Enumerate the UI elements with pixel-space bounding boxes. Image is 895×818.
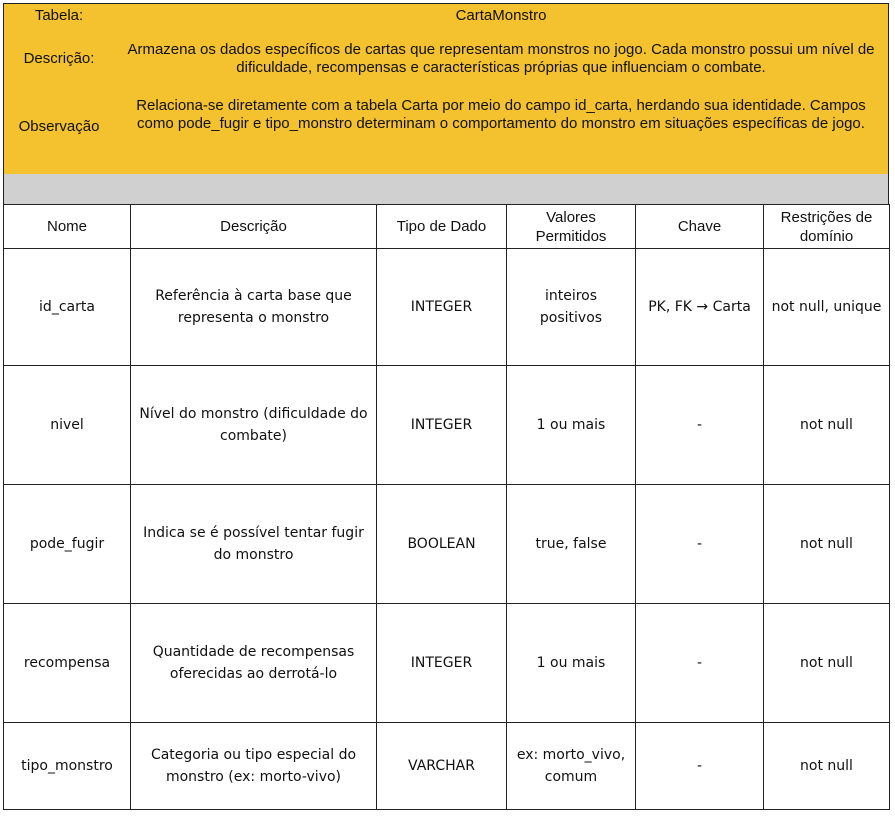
cell-nome: pode_fugir [4, 485, 131, 604]
cell-restricoes: not null [764, 604, 890, 723]
cell-valores-text: inteiros positivos [539, 288, 603, 326]
cell-nome: tipo_monstro [4, 723, 131, 810]
table-name: CartaMonstro [455, 7, 547, 24]
table-name-row [4, 4, 888, 28]
cell-descricao-text: Referência à carta base que representa o monstro [155, 288, 352, 326]
cell-valores: 1 ou mais [507, 604, 636, 723]
cell-descricao [131, 723, 377, 810]
table-header-block [3, 3, 889, 174]
cell-chave: - [636, 604, 764, 723]
column-header-tipo: Tipo de Dado [377, 205, 507, 249]
cell-chave: PK, FK → Carta [636, 249, 764, 366]
column-header-chave: Chave [636, 205, 764, 249]
cell-descricao-text: Quantidade de recompensas oferecidas ao derrotá-lo [152, 644, 355, 682]
cell-tipo: INTEGER [377, 366, 507, 485]
cell-tipo: INTEGER [377, 604, 507, 723]
fields-table [3, 204, 890, 810]
description-text: Armazena os dados específicos de cartas que representam monstros no jogo. Cada monstro possui um nível de dificuldade, recompensas e características próprias que influenciam o combate. [127, 41, 875, 76]
cell-tipo: VARCHAR [377, 723, 507, 810]
description-row [4, 28, 888, 90]
cell-tipo: INTEGER [377, 249, 507, 366]
table-row [4, 604, 890, 723]
cell-valores: true, false [507, 485, 636, 604]
table-row [4, 485, 890, 604]
column-header-valores-text: Valores Permitidos [535, 208, 607, 245]
observation-row [4, 90, 888, 174]
table-header-row [4, 205, 890, 249]
separator-band [3, 174, 889, 204]
cell-descricao-text: Categoria ou tipo especial do monstro (ex: morto-vivo) [150, 747, 357, 785]
cell-tipo: BOOLEAN [377, 485, 507, 604]
column-header-restricoes: Restrições de domínio [764, 205, 890, 249]
column-header-nome: Nome [4, 205, 131, 249]
cell-chave: - [636, 366, 764, 485]
cell-chave: - [636, 485, 764, 604]
column-header-valores [507, 205, 636, 249]
cell-nome: id_carta [4, 249, 131, 366]
description-label: Descrição: [23, 50, 95, 67]
observation-text: Relaciona-se diretamente com a tabela Carta por meio do campo id_carta, herdando sua identidade. Campos como pode_fugir e tipo_monstro determinam o comportamento do monstro em situações específicas de jogo. [136, 97, 866, 132]
observation-label: Observação [18, 118, 100, 135]
table-row [4, 366, 890, 485]
cell-valores: ex: morto_vivo, comum [507, 723, 636, 810]
cell-valores: 1 ou mais [507, 366, 636, 485]
cell-restricoes: not null [764, 366, 890, 485]
cell-chave: - [636, 723, 764, 810]
cell-descricao-text: Nível do monstro (dificuldade do combate) [139, 406, 368, 444]
cell-descricao-text: Indica se é possível tentar fugir do monstro [143, 525, 364, 563]
cell-descricao [131, 485, 377, 604]
cell-nome: recompensa [4, 604, 131, 723]
cell-restricoes: not null [764, 723, 890, 810]
data-dictionary [3, 3, 889, 810]
cell-descricao [131, 604, 377, 723]
cell-nome: nivel [4, 366, 131, 485]
cell-descricao [131, 249, 377, 366]
cell-valores [507, 249, 636, 366]
table-label: Tabela: [34, 7, 84, 24]
table-row [4, 249, 890, 366]
cell-descricao [131, 366, 377, 485]
cell-restricoes: not null [764, 485, 890, 604]
cell-restricoes: not null, unique [764, 249, 890, 366]
table-row [4, 723, 890, 810]
column-header-descricao: Descrição [131, 205, 377, 249]
